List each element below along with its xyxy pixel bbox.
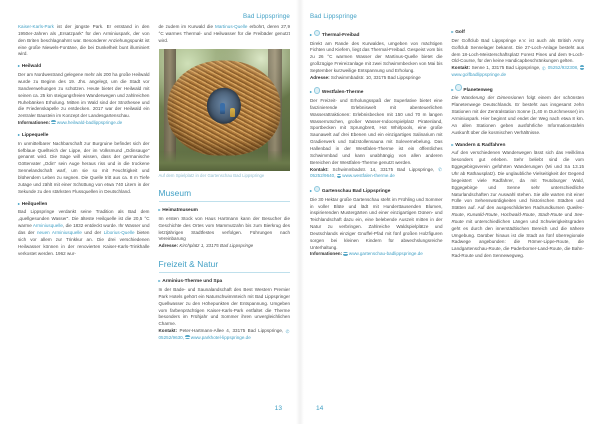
gartenschau-info [310,251,443,258]
contact-phone[interactable]: 05252/932308, [547,65,579,71]
continuation-part2: erbohrt, deren 27,9 °C warmes Thermal- und Heilwasser für die Freibäder genutzt wird. [158,24,290,43]
route-stadt: Stadt-Route [538,212,563,218]
subheading-westfalen-therme [310,87,443,97]
bullet-triangle-icon: ▸ [451,141,454,147]
thermal-freibad-text: Direkt am Rande des Kurwaldes, umgeben von mächtigen Fichten und Kiefern, liegt das Thermal-Freibad. Gespeist vom bis zu 26 °C warmen Wasser der Martinus-Quelle bietet die großzügige Freireizanlage mit zwei Schwimmbecken von Mai bis September kurzweilige Entspannung und Erholung. [310,40,443,73]
section-rule [159,272,291,273]
golf-text: Der Golfclub Bad Lippspringe e.V. ist auch als British Army Golfclub Sennelager bekannt. Die 27-Loch-Anlage besteht aus dem 18-Loch-Meisterschaftsplatz Forest Pines und dem 9-Loch-Old-Course, für den keine Handicapbeschränkungen gelten. [451,37,584,64]
bullet-triangle-icon: ▸ [18,200,21,206]
photo-child-blue [220,103,225,114]
attraction-circle-icon [455,84,462,91]
bullet-triangle-icon: ▸ [310,187,313,193]
continuation-paragraph [159,24,291,45]
subheading-lippequelle [18,132,150,139]
heilquellen-text-part1: Bad Lippspringe verdankt seine Tradition als Bad dem „quellgesunden Wasser“. Die älteste Heilquelle ist die 20,5 °C warme [18,209,150,229]
subheading-wandern-radfahren [452,142,585,149]
contact-phone[interactable]: 05252/9630, [158,334,185,340]
bullet-triangle-icon: ▸ [18,63,21,69]
attraction-circle-icon [314,87,321,94]
photo-figure [159,49,291,180]
subheading-golf [452,29,585,36]
subheading-planetenweg [452,84,585,94]
wandern-sep2: , [497,212,501,218]
page-number-left: 13 [274,405,282,412]
globe-icon [343,252,347,256]
lippequelle-text: In unmittelbarer Nachbarschaft zur Burgruine befindet sich der tiefblaue Quellteich der Lippe, der im Volksmund „Odinsauge“ genannt wird. Die Sage will wissen, dass der germanische Göttervater „Odin“ sein Auge heraus riss und in die trockene Sennelandschaft warf, um sie so mit Feuchtigkeit und blühendem Leben zu segnen. Die Quelle tritt aus ca. 8 m Tiefe zutage und zählt mit einer Schüttung von etwa 740 Litern in der Sekunde zu den stärksten Flussquellen in Deutschland. [18,140,150,194]
page-number-right: 14 [316,405,324,412]
address-label: Adresse: [158,243,179,249]
route-quellen: Quellen-Route [451,205,584,218]
left-page-column-1 [18,24,150,402]
golf-contact [452,65,585,79]
subheading-label: Heilwald [21,64,42,70]
section-rule [159,201,291,202]
martinus-quelle-link[interactable]: Martinus-Quelle [215,24,248,29]
section-heading-freizeit: Freizeit & Natur [158,259,219,270]
planetenweg-text [452,95,585,136]
subheading-label: Gartenschau Bad Lippspringe [321,188,391,194]
contact-label: Kontakt: [158,328,178,334]
bullet-triangle-icon: ▸ [158,278,161,284]
subheading-arminius-therme [159,278,291,285]
arminius-therme-text: In der Bade- und Saunalandschaft des Best Western Premier Park Hotels gehört ein Naturschwimmteich mit Bad Lippspringer Quellwasser zu den Höhepunkten der Entspannung. Umgeben vom farbenprächtigen Kaiser-Karls-Park entfaltet die Therme besonders im Frühjahr und Sommer ihren unvergleichlichen Charme. [158,287,290,327]
route-hochwald: Hochwald-Route [500,212,535,218]
address-label: Adresse: [310,74,330,80]
heimatmuseum-address [159,243,291,250]
westfalen-therme-contact [310,167,443,181]
bullet-triangle-icon: ▸ [18,131,21,137]
contact-label: Kontakt: [451,65,471,71]
gartenschau-text: Die 30 Hektar große Gartenschau steht im Frühling und Sommer in voller Blüte und lädt mit Hunderttausenden Blumen, inspirierenden Mustergärten und einer einzigartigen Dünen- und Teichlandschaft dazu ein, eine belebende Auszeit mitten in der Natur zu verbringen. Zahlreiche Waldspielplätze und Deutschlands einziger Gnuffel-Pfad mit fünf großen Holzfiguren sorgen bei kleinen Kindern für abwechslungsreiche Unterhaltung. [310,196,443,250]
contact-address: Peter-Hartmann-Allee 4, 33175 Bad Lippspringe, [179,328,284,334]
subheading-heimatmuseum [159,207,291,214]
subheading-label: Westfalen-Therme [321,90,364,96]
subheading-label: Wandern & Radfahren [455,142,506,148]
continuation-part1: de zudem im Kurwald die [158,24,216,29]
running-head-left: Bad Lippspringe [243,13,290,20]
attraction-circle-icon [314,186,321,193]
globe-icon [185,335,189,339]
bullet-triangle-icon: ▸ [310,89,313,95]
subheading-label: Golf [455,30,465,35]
globe-icon [51,120,55,124]
address-value: Kirchplatz 1, 33175 Bad Lippspringe [179,243,254,249]
left-page-column-2 [159,24,291,402]
contact-url[interactable]: www.golfbadlippspringe.de [451,72,507,78]
liborius-quelle-link[interactable]: Liborius-Quelle [103,229,135,235]
contact-url[interactable]: www.parkhotel-lippspringe.de [190,334,251,340]
right-page-column-2 [452,24,585,402]
wandern-part1: Auf den verschiedenen Wanderwegen lässt sich das Heilklima besonders gut erleben. Sehr beliebt sind die vom Eggegebirgsverein geführten Wanderungen (Mi und Sa 13.15 Uhr ab Rathausplatz). Die unglaubliche Vielseitigkeit der Gegend begeistert viele Radfahrer, da mit Teutoburger Wald, Eggegebirge und Senne sehr unterschiedliche Naturlandschaften zur Auswahl stehen. Sie alle warten mit einer Fülle von Sehenswürdigkeiten und historischen Städten und Stätten auf. Auf den ausgeschilderten Radrundkursen [451,150,584,211]
contact-address: Senne 1, 33175 Bad Lippspringe, [471,65,541,71]
section-heading-museum: Museum [158,188,192,199]
address-value: Schwimmbadstr. 10, 33175 Bad Lippspringe [330,74,421,80]
subheading-heilquellen [18,201,150,208]
phone-icon: ✆ [438,166,442,172]
neue-arminiusquelle-link[interactable]: neuen Arminiusquelle [36,229,82,235]
westfalen-therme-text: Der Freizeit- und Erholungsspaß der Superlative bietet eine faszinierende Erlebniswelt mit abenteuerlichen Wasserattraktionen: Erlebnisbecken mit 150 und 70 m langen Wasserrutschen, großer Wasser-Indoorspielplatz Piratenland, Sportbecken mit Sprungbrett, Hot Whirlpools, eine große Saunawelt auf drei Ebenen und ein einzigartiges Salinarium mit Gradierwerk und Salzstollensauna mit Solevernebelung. Das Hallenbad in der Westfalen-Therme ist ein öffentliches Schwimmbad und kann unabhängig von allen anderen Bereichen der Westfalen-Therme genutzt werden. [310,98,443,165]
bullet-triangle-icon: ▸ [451,86,454,92]
info-label: Informationen: [310,251,343,257]
info-label: Informationen: [18,120,51,126]
phone-icon: ✆ [541,65,546,71]
contact-phone[interactable]: 05252/9640, [310,173,336,179]
wandern-sep1: , [463,212,468,218]
attraction-circle-icon [314,30,321,37]
right-page-column-1 [310,24,443,402]
gartenschau-url[interactable]: www.gartenschau-badlippspringe.de [348,251,423,257]
route-kurwald: Kurwald-Route [467,212,498,218]
photo-child-yellow [230,108,235,117]
bullet-triangle-icon: ▸ [158,207,161,213]
heilquellen-text-part3: und der [81,229,104,235]
running-head-right: Bad Lippspringe [310,13,357,20]
phone-icon: ✆ [285,328,290,334]
subheading-thermal-freibad [310,29,443,39]
wandern-part2: mit unterschiedlichen Längen und Schwierigkeitsgraden geht es durch den innerstädtischen Bereich und die nähere Umgebung. Darüber hinaus ist die Stadt an fünf überregionale Radwege angebunden: die Römer-Lippe-Route, die Landgartenschau-Route, die Paderborner-Land-Route, die Bahn-Rad-Route und den Sennewegweg. [451,218,584,259]
arminiusquelle-link[interactable]: Arminiusquelle [32,223,63,229]
gartenschau-playground-photo [159,49,291,171]
subheading-label: Lippequelle [21,132,49,138]
thermal-freibad-address [310,75,443,82]
subheading-label: Heimatmuseum [162,208,198,214]
subheading-label: Heilquellen [21,201,48,207]
bullet-triangle-icon: ▸ [310,31,313,37]
intro-paragraph [18,24,150,58]
arminius-therme-contact [159,328,291,342]
heilquellen-text-part4: bieten sich vor allem zur Trinkkur an. Die drei verschiedenen Heilwasser können in der renovierten Kaiser-Karls-Trinkhalle verkostet werden. 1962 wur- [18,229,150,256]
page-right [300,0,600,424]
subheading-gartenschau [310,185,443,195]
wandern-radfahren-text [452,150,585,260]
planetenweg-text-rest: folgt einem der schönsten Planetenwege Deutschlands. Er besteht aus insgesamt zehn Stationen mit der Zentralstation Sonne (1,40 m Durchmesser) im Arminiuspark. Hier beginnt und endet der Weg nach etwa 8 km. An allen Stationen geben ausführliche Informationstafeln Auskunft über die kosmischen Verhältnisse. [451,95,584,135]
contact-address: Schwimmbadstr. 14, 33175 Bad Lippspringe, [332,166,435,172]
contact-url[interactable]: www.westfalen-therme.de [342,173,395,179]
route-see: See-Route [451,212,585,224]
wandern-sep4: und [562,212,575,218]
planetenweg-italic-lead: Die Wanderung der Dimensionen [451,95,524,101]
globe-icon [580,65,584,69]
intro-paragraph-text: ist der jüngste Park. Er entstand in den 1950er-Jahren als „Ersatzpark“ für den Arminiuspark, der von den Briten beschlagnahmt war. Besonderer Anziehungspunkt ist eine große Niewels-Fontäne, die bei Dunkelheit bunt illuminiert wird. [18,24,150,57]
subheading-label: Thermal-Freibad [321,32,360,38]
subheading-label: Arminius-Therme und Spa [162,279,223,285]
subheading-label: Planetenweg [463,87,493,93]
bullet-triangle-icon: ▸ [451,29,454,34]
heilwald-url[interactable]: www.heilwald-badlippspringe.de [56,120,123,126]
heilquellen-text [18,209,150,257]
globe-icon [337,174,341,178]
heilquellen-text-part2: , die 1832 entdeckt wurde. Ihr Wasser und das der [18,223,150,235]
kaiser-karls-park-link[interactable]: Kaiser-Karls-Park [18,24,54,29]
contact-label: Kontakt: [310,166,329,172]
heimatmuseum-text: Im ersten Stock von Haus Hartmann kann der Besucher die Geschichte des Ortes vom Mammutzahn bis zum Bierkrug des letztjährigen Stadtfestes verfolgen. Führungen nach Vereinbarung [158,215,290,242]
heilwald-info [18,120,150,127]
heilwald-text: Der am Nordwestrand gelegene mehr als 200 ha große Heilwald wurde zu Beginn des 19. Jhs. angelegt, um die Stadt vor Sandverwehungen zu schützen. Heute bietet der Heilwald mit seinen ca. 25 km steigungsfreien Wanderwegen und zahlreichen Ruhebänken Erholung. Mitten im Wald sind der Strothesee und die Friedenskapelle zu entdecken. 2017 war der Heilwald ein zentraler Baustein im Konzept der Landesgartenschau. [18,72,150,119]
wandern-sep3: , [534,212,539,218]
photo-caption: Auf dem Spielplatz in der Gartenschau Bad Lippspringe [158,173,265,179]
subheading-heilwald [18,63,150,70]
